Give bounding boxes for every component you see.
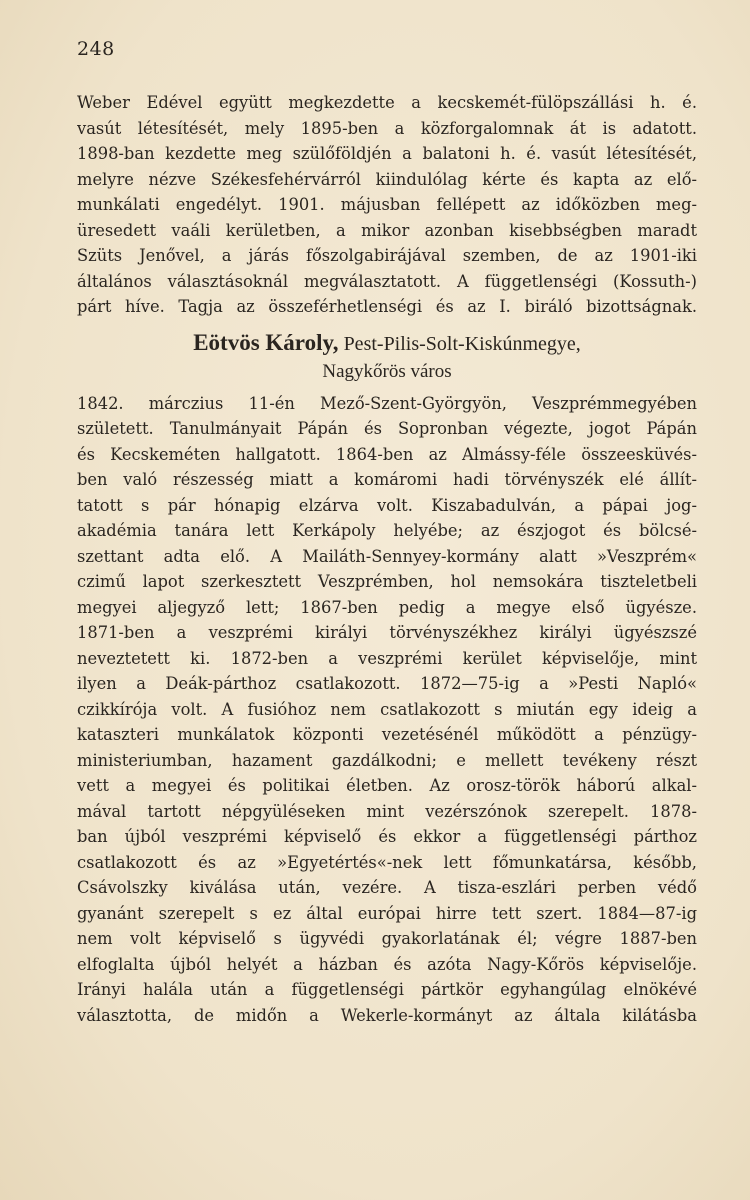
page-number: 248 — [77, 38, 115, 60]
text-line: született. Tanulmányait Pápán és Sopronban végezte, jogot Pápán — [77, 419, 697, 438]
text-line: ben való részesség miatt a komáromi hadi törvényszék elé állít- — [77, 470, 697, 489]
text-line: Szüts Jenővel, a járás főszolgabirájával szemben, de az 1901-iki — [77, 246, 697, 265]
text-line: munkálati engedélyt. 1901. májusban fellépett az időközben meg- — [77, 195, 697, 214]
text-line: ban újból veszprémi képviselő és ekkor a függetlenségi párthoz — [77, 827, 697, 846]
text-line: Weber Edével együtt megkezdette a kecskemét-fülöpszállási h. é. — [77, 93, 697, 112]
text-line: általános választásoknál megválasztatott. A függetlenségi (Kossuth-) — [77, 271, 697, 291]
text-line: párt híve. Tagja az összeférhetlenségi és az I. biráló bizottságnak. — [77, 297, 697, 316]
text-line: 1898-ban kezdette meg szülőföldjén a balatoni h. é. vasút létesítését, — [77, 144, 697, 163]
text-line: Irányi halála után a függetlenségi pártkör egyhangúlag elnökévé — [77, 980, 697, 999]
entry-heading — [77, 327, 697, 358]
text-line: akadémia tanára lett Kerkápoly helyébe; az észjogot és bölcsé- — [77, 521, 697, 540]
page-body — [77, 90, 697, 1028]
text-line: tatott s pár hónapig elzárva volt. Kiszabadulván, a pápai jog- — [77, 495, 697, 515]
text-line: kataszteri munkálatok központi vezetésénél működött a pénzügy- — [77, 725, 697, 744]
text-line: 1842. márczius 11-én Mező-Szent-Györgyön, Veszprémmegyében — [77, 393, 697, 413]
text-line: üresedett vaáli kerületben, a mikor azonban kisebbségben maradt — [77, 220, 697, 240]
text-line: megyei aljegyző lett; 1867-ben pedig a megye első ügyésze. — [77, 597, 697, 617]
text-line: választotta, de midőn a Wekerle-kormányt az általa kilátásba — [77, 1005, 697, 1025]
text-line: Csávolszky kiválása után, vezére. A tisza-eszlári perben védő — [77, 878, 697, 897]
intro-paragraph — [77, 90, 697, 320]
text-line: csatlakozott és az »Egyetértés«-nek lett főmunkatársa, később, — [77, 852, 697, 872]
text-line: mával tartott népgyüléseken mint vezérszónok szerepelt. 1878- — [77, 801, 697, 821]
entry-name: Eötvös Károly, — [193, 329, 339, 355]
text-line: ilyen a Deák-párthoz csatlakozott. 1872—75-ig a »Pesti Napló« — [77, 674, 697, 693]
text-line: és Kecskeméten hallgatott. 1864-ben az Almássy-féle összeesküvés- — [77, 444, 697, 464]
entry-city: Nagykőrös város — [322, 360, 452, 382]
text-line: czimű lapot szerkesztett Veszprémben, hol nemsokára tiszteletbeli — [77, 572, 697, 591]
text-line: ministeriumban, hazament gazdálkodni; e mellett tevékeny részt — [77, 750, 697, 770]
text-line: elfoglalta újból helyét a házban és azóta Nagy-Kőrös képviselője. — [77, 954, 697, 974]
entry-paragraph — [77, 391, 697, 1029]
entry-district: Pest-Pilis-Solt-Kiskúnmegye, — [343, 332, 581, 355]
text-line: neveztetett ki. 1872-ben a veszprémi kerület képviselője, mint — [77, 648, 697, 668]
text-line: melyre nézve Székesfehérvárról kiindulólag kérte és kapta az elő- — [77, 169, 697, 189]
text-line: szettant adta elő. A Mailáth-Sennyey-kormány alatt »Veszprém« — [77, 546, 697, 566]
text-line: vett a megyei és politikai életben. Az orosz-török háború alkal- — [77, 776, 697, 795]
text-line: 1871-ben a veszprémi királyi törvényszékhez királyi ügyészszé — [77, 623, 697, 642]
text-line: gyanánt szerepelt s ez által európai hirre tett szert. 1884—87-ig — [77, 903, 697, 923]
text-line: vasút létesítését, mely 1895-ben a közforgalomnak át is adatott. — [77, 118, 697, 138]
text-line: czikkírója volt. A fusióhoz nem csatlakozott s miután egy ideig a — [77, 699, 697, 719]
text-line: nem volt képviselő s ügyvédi gyakorlatának él; végre 1887-ben — [77, 929, 697, 948]
